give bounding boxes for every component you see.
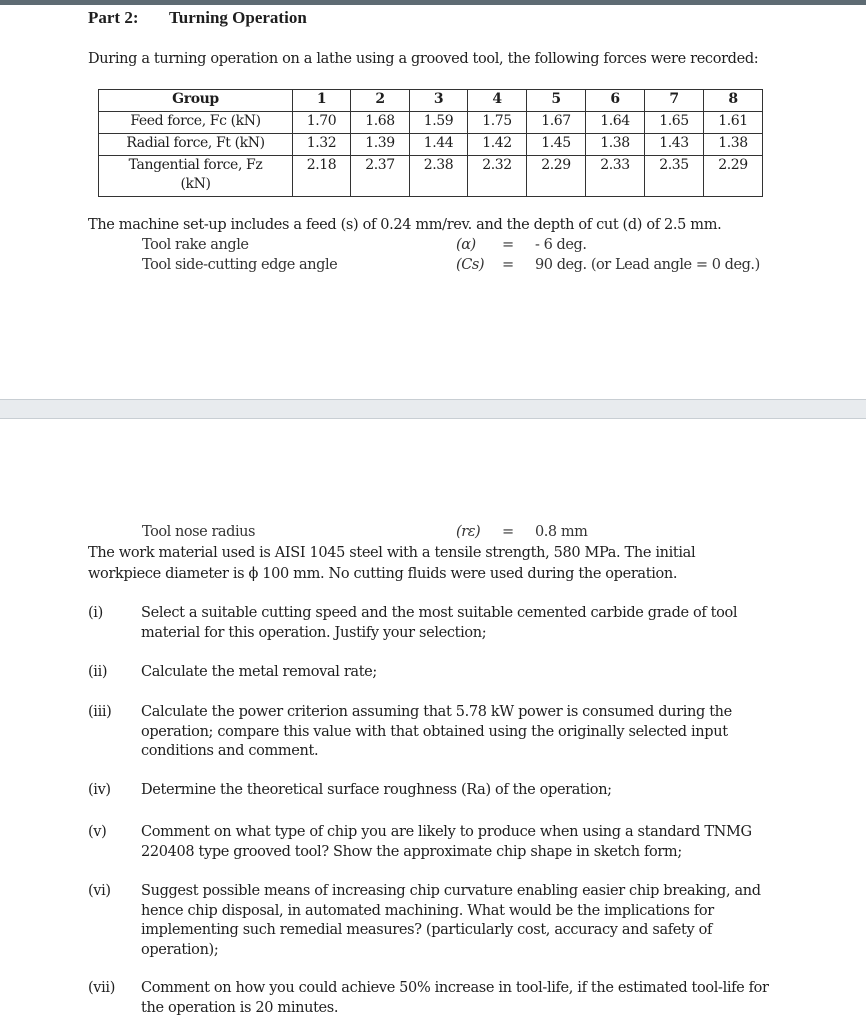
row-label-feed: Feed force, Fc (kN) bbox=[99, 112, 293, 134]
rake-angle-eq: = bbox=[502, 237, 514, 253]
question-number: (ii) bbox=[88, 664, 108, 680]
side-cutting-angle-label: Tool side-cutting edge angle bbox=[142, 257, 338, 273]
radial-cell: 1.39 bbox=[351, 134, 410, 156]
question-item bbox=[88, 979, 788, 1019]
feed-cell: 1.75 bbox=[468, 112, 527, 134]
question-number: (i) bbox=[88, 605, 103, 621]
nose-radius-value: 0.8 mm bbox=[535, 524, 588, 540]
nose-radius-eq: = bbox=[502, 524, 514, 540]
setup-text: The machine set-up includes a feed (s) of 0.24 mm/rev. and the depth of cut (d) of 2.5 mm. bbox=[88, 217, 722, 233]
side-cutting-angle-symbol: (Cs) bbox=[456, 257, 485, 273]
row-label-group: Group bbox=[99, 90, 293, 112]
radial-cell: 1.32 bbox=[293, 134, 351, 156]
feed-cell: 1.65 bbox=[645, 112, 704, 134]
tangential-cell: 2.29 bbox=[704, 156, 763, 197]
top-border bbox=[0, 0, 866, 5]
feed-cell: 1.67 bbox=[527, 112, 586, 134]
page-title: Turning Operation bbox=[169, 8, 307, 27]
tangential-cell: 2.18 bbox=[293, 156, 351, 197]
radial-cell: 1.44 bbox=[410, 134, 468, 156]
group-cell: 4 bbox=[468, 90, 527, 112]
radial-cell: 1.38 bbox=[586, 134, 645, 156]
tangential-cell: 2.35 bbox=[645, 156, 704, 197]
tangential-cell: 2.37 bbox=[351, 156, 410, 197]
rake-angle-label: Tool rake angle bbox=[142, 237, 249, 253]
group-cell: 1 bbox=[293, 90, 351, 112]
table-row-radial bbox=[99, 134, 763, 156]
material-line-1: The work material used is AISI 1045 steel with a tensile strength, 580 MPa. The initial bbox=[88, 545, 696, 561]
row-label-tangential: Tangential force, Fz (kN) bbox=[99, 156, 293, 197]
tangential-cell: 2.33 bbox=[586, 156, 645, 197]
question-number: (v) bbox=[88, 824, 107, 840]
question-text: Suggest possible means of increasing chip curvature enabling easier chip breaking, and hence chip disposal, in automated machining. What would be the implications for implementing such remedial measures? (particularly cost, accuracy and safety of operation); bbox=[141, 883, 761, 958]
page-separator bbox=[0, 399, 866, 419]
tangential-cell: 2.29 bbox=[527, 156, 586, 197]
question-text: Comment on what type of chip you are likely to produce when using a standard TNMG 220408 type grooved tool? Show the approximate chip shape in sketch form; bbox=[141, 824, 752, 860]
rake-angle-symbol: (α) bbox=[456, 237, 476, 253]
intro-text: During a turning operation on a lathe using a grooved tool, the following forces were recorded: bbox=[88, 51, 759, 67]
material-line-2: workpiece diameter is ϕ 100 mm. No cutting fluids were used during the operation. bbox=[88, 566, 678, 582]
radial-cell: 1.45 bbox=[527, 134, 586, 156]
question-item bbox=[88, 663, 788, 683]
question-item bbox=[88, 604, 788, 644]
tangential-cell: 2.32 bbox=[468, 156, 527, 197]
question-text: Select a suitable cutting speed and the most suitable cemented carbide grade of tool material for this operation. Justify your selection; bbox=[141, 605, 738, 641]
table-row-group bbox=[99, 90, 763, 112]
part-label: Part 2: bbox=[88, 8, 139, 27]
row-label-radial: Radial force, Ft (kN) bbox=[99, 134, 293, 156]
group-cell: 3 bbox=[410, 90, 468, 112]
question-text: Calculate the power criterion assuming that 5.78 kW power is consumed during the operation; compare this value with that obtained using the originally selected input conditions and comment. bbox=[141, 704, 732, 759]
group-cell: 6 bbox=[586, 90, 645, 112]
radial-cell: 1.42 bbox=[468, 134, 527, 156]
feed-cell: 1.61 bbox=[704, 112, 763, 134]
radial-cell: 1.43 bbox=[645, 134, 704, 156]
table-row-tangential bbox=[99, 156, 763, 197]
question-text: Calculate the metal removal rate; bbox=[141, 664, 377, 680]
group-cell: 2 bbox=[351, 90, 410, 112]
rake-angle-value: - 6 deg. bbox=[535, 237, 587, 253]
question-number: (vi) bbox=[88, 883, 111, 899]
nose-radius-symbol: (rε) bbox=[456, 524, 481, 540]
feed-cell: 1.70 bbox=[293, 112, 351, 134]
question-number: (iii) bbox=[88, 704, 112, 720]
tangential-cell: 2.38 bbox=[410, 156, 468, 197]
group-cell: 7 bbox=[645, 90, 704, 112]
side-cutting-angle-value: 90 deg. (or Lead angle = 0 deg.) bbox=[535, 257, 760, 273]
question-item bbox=[88, 882, 788, 962]
question-item bbox=[88, 703, 788, 763]
question-number: (vii) bbox=[88, 980, 116, 996]
group-cell: 5 bbox=[527, 90, 586, 112]
group-cell: 8 bbox=[704, 90, 763, 112]
forces-table bbox=[98, 89, 763, 197]
question-text: Determine the theoretical surface roughness (Ra) of the operation; bbox=[141, 782, 612, 798]
feed-cell: 1.59 bbox=[410, 112, 468, 134]
question-number: (iv) bbox=[88, 782, 111, 798]
table-row-feed bbox=[99, 112, 763, 134]
side-cutting-angle-eq: = bbox=[502, 257, 514, 273]
question-item bbox=[88, 781, 788, 801]
nose-radius-label: Tool nose radius bbox=[142, 524, 256, 540]
radial-cell: 1.38 bbox=[704, 134, 763, 156]
question-text: Comment on how you could achieve 50% increase in tool-life, if the estimated tool-life for the operation is 20 minutes. bbox=[141, 980, 769, 1016]
question-item bbox=[88, 823, 788, 863]
feed-cell: 1.68 bbox=[351, 112, 410, 134]
feed-cell: 1.64 bbox=[586, 112, 645, 134]
